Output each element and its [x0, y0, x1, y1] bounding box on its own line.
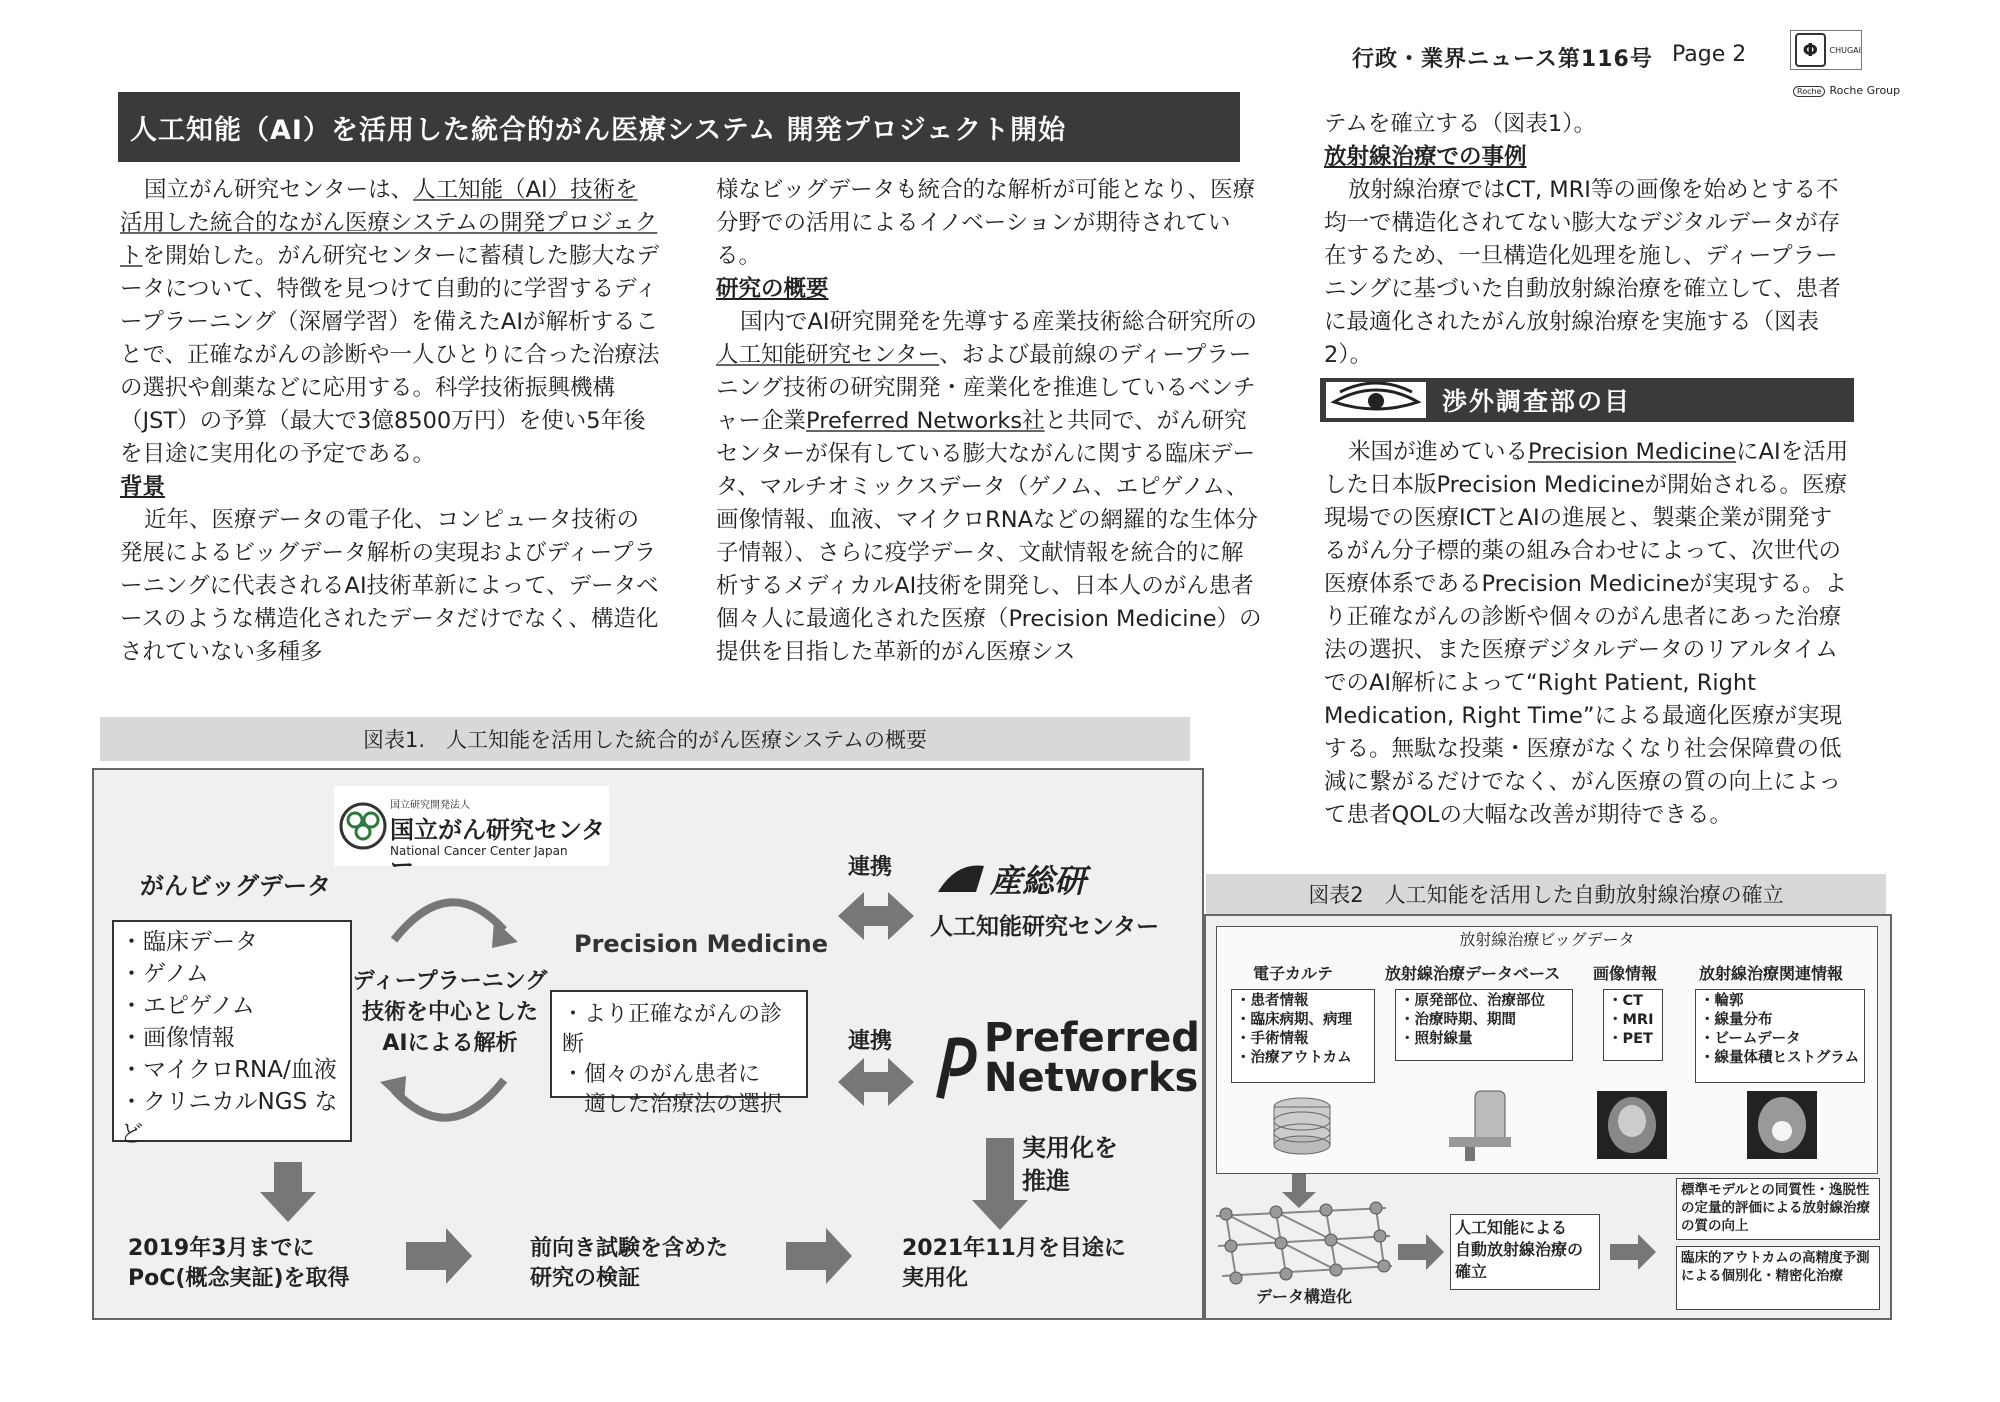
intro-rest: を開始した。がん研究センターに蓄積した膨大なデータについて、特徴を見つけて自動的に学習するディープラーニング（深層学習）を備えたAIが解析することで、正確ながんの診断や一人ひとりに合った治療法の選択や創薬などに応用する。科学技術振興機構（JST）の予算（最大で3億8500万円）を使い5年後を目途に実用化の予定である。	[120, 243, 660, 467]
list-item: ・治療時期、期間	[1400, 1012, 1516, 1028]
dl-line: AIによる解析	[382, 1031, 518, 1056]
step-line: 2019年3月までに	[128, 1236, 315, 1261]
background-heading: 背景	[120, 474, 166, 500]
list-item: ・マイクロRNA/血液	[120, 1057, 337, 1083]
step-practical-use	[902, 1234, 1126, 1294]
roche-group-text: Roche Group	[1829, 84, 1901, 97]
column-3	[1324, 108, 1854, 372]
figure2-caption: 図表2 人工知能を活用した自動放射線治療の確立	[1206, 874, 1886, 914]
eye-section-body	[1324, 436, 1854, 832]
article-title: 人工知能（AI）を活用した統合的がん医療システム 開発プロジェクト開始	[118, 92, 1240, 162]
ncc-small-label: 国立研究開発法人	[390, 800, 470, 811]
step-line: 実用化	[902, 1266, 969, 1291]
list-item: ・治療アウトカム	[1236, 1050, 1352, 1066]
col3-continuation: テムを確立する（図表1）。	[1324, 111, 1596, 137]
pfn-line: Preferred	[984, 1015, 1200, 1061]
eye-section-header	[1320, 378, 1854, 422]
radiotherapy-text: 放射線治療ではCT, MRI等の画像を始めとする不均一で構造化されてない膨大なデジタルデータが存在するため、一旦構造化処理を施し、ディープラーニングに基づいた自動放射線治療を確立して、患者に最適化されたがん放射線治療を実施する（図表2）。	[1324, 177, 1841, 368]
ai-line: 人工知能による	[1455, 1218, 1568, 1237]
pfn-line: Networks	[984, 1055, 1199, 1101]
pfn-logo-text	[984, 1015, 1200, 1101]
overview-a: 国内でAI研究開発を先導する産業技術総合研究所の	[740, 309, 1258, 335]
column-2	[716, 174, 1264, 669]
list-item: ・線量分布	[1700, 1012, 1773, 1028]
ncc-name-jp: 国立がん研究センター	[390, 816, 606, 879]
list-item: ・線量体積ヒストグラム	[1700, 1050, 1860, 1066]
ncc-logo-icon	[338, 796, 388, 856]
dl-line: ディープラーニング	[352, 969, 548, 994]
list-item: ・ゲノム	[120, 961, 209, 987]
eye-section-label: 渉外調査部の目	[1442, 387, 1632, 416]
ai-line: 確立	[1455, 1262, 1488, 1281]
eye-b: にAIを活用した日本版Precision Medicineが開始される。医療現場での医療ICTとAIの進展と、製薬企業が開発するがん分子標的薬の組み合わせによって、次世代の医療体系であるPrecision Medicineが実現する。より正確ながんの診断や個々のがん患者にあった治療法の選択、また医療デジタルデータのリアルタイムでのAI解析によって“Right Patient, Right Medication, Right Time”による最適化医療が実現する。無駄な投薬・医療がなくなり社会保障費の低減に繋がるだけでなく、がん医療の質の向上によって患者QOLの大幅な改善が期待できる。	[1324, 439, 1849, 828]
chugai-logo-icon: Φ	[1795, 33, 1826, 67]
list-item: ・臨床病期、病理	[1236, 1012, 1352, 1028]
column-1	[120, 174, 660, 669]
list-item: ・より正確ながんの診断	[562, 1002, 783, 1057]
category-title: 放射線治療データベース	[1385, 964, 1561, 983]
list-item: ・臨床データ	[120, 929, 258, 955]
overview-b: 、および最前線のディープラーニング技術の研究開発・産業化を推進しているベンチャー企業	[716, 342, 1256, 434]
big-data-title: がんビッグデータ	[140, 872, 332, 900]
step-poc	[128, 1234, 350, 1294]
list-item: ・患者情報	[1236, 993, 1309, 1009]
auto-radiotherapy-box	[1450, 1214, 1600, 1290]
page-number: Page 2	[1672, 42, 1747, 67]
list-item: ・エピゲノム	[120, 993, 255, 1019]
list-item: ・原発部位、治療部位	[1400, 993, 1545, 1009]
list-item: ・画像情報	[120, 1025, 235, 1051]
list-item: ・手術情報	[1236, 1031, 1309, 1047]
dl-line: 技術を中心とした	[361, 1000, 538, 1025]
push-line: 実用化を	[1022, 1134, 1118, 1162]
partnership-label: 連携	[848, 855, 893, 880]
col2-continuation: 様なビッグデータも統合的な解析が可能となり、医療分野での活用によるイノベーションが期待されている。	[716, 177, 1256, 269]
partnership-label: 連携	[848, 1029, 893, 1054]
result-quality-box: 標準モデルとの同質性・逸脱性の定量的評価による放射線治療の質の向上	[1676, 1178, 1880, 1240]
big-data-list	[112, 920, 352, 1147]
ai-center-link[interactable]: 人工知能研究センター	[716, 342, 940, 368]
step-line: 前向き試験を含めた	[530, 1236, 729, 1261]
list-item: ・MRI	[1608, 1012, 1654, 1028]
chugai-logo-text: CHUGAI	[1829, 45, 1861, 55]
list-item: ・照射線量	[1400, 1031, 1473, 1047]
list-item: ・CT	[1608, 993, 1644, 1009]
deep-learning-label	[350, 966, 550, 1059]
pfn-link[interactable]: Preferred Networks社	[806, 408, 1045, 434]
list-item: ・PET	[1608, 1031, 1653, 1047]
step-line: 研究の検証	[530, 1266, 641, 1291]
list-item: ・ビームデータ	[1700, 1031, 1801, 1047]
precision-medicine-title: Precision Medicine	[574, 930, 828, 958]
push-line: 推進	[1022, 1167, 1070, 1195]
ai-line: 自動放射線治療の	[1455, 1240, 1584, 1259]
eye-icon	[1326, 382, 1426, 418]
roche-group	[1793, 84, 1900, 97]
aist-logo-text: 産総研	[990, 862, 1087, 900]
overview-heading: 研究の概要	[716, 276, 829, 302]
radiotherapy-heading: 放射線治療での事例	[1324, 144, 1527, 170]
chugai-logo	[1790, 30, 1862, 70]
precision-medicine-link[interactable]: Precision Medicine	[1528, 439, 1737, 465]
result-precision-box: 臨床的アウトカムの高精度予測による個別化・精密化治療	[1676, 1246, 1880, 1310]
overview-c: と共同で、がん研究センターが保有している膨大ながんに関する臨床データ、マルチオミックスデータ（ゲノム、エピゲノム、画像情報、血液、マイクロRNAなどの網羅的な生体分子情報）、さらに疫学データ、文献情報を統合的に解析するメディカルAI技術を開発し、日本人のがん患者個々人に最適化された医療（Precision Medicine）の提供を目指した革新的がん医療シス	[716, 408, 1262, 665]
list-item: ・クリニカルNGS など	[120, 1089, 338, 1147]
data-structuring-label: データ構造化	[1256, 1287, 1353, 1306]
figure2	[1204, 914, 1892, 1320]
figure1-caption: 図表1. 人工知能を活用した統合的がん医療システムの概要	[100, 717, 1190, 761]
step-verification	[530, 1234, 728, 1294]
list-item: ・輪郭	[1700, 993, 1744, 1009]
precision-medicine-box	[550, 990, 808, 1117]
aist-center-label: 人工知能研究センター	[930, 914, 1160, 940]
push-practical-label	[1022, 1132, 1118, 1198]
pfn-logo-icon	[930, 1032, 980, 1102]
ncc-logo	[334, 786, 609, 879]
eye-a: 米国が進めている	[1348, 439, 1529, 465]
list-item: 適した治療法の選択	[562, 1092, 783, 1117]
category-title: 放射線治療関連情報	[1699, 964, 1844, 983]
aist-logo-icon	[936, 862, 986, 896]
step-line: 2021年11月を目途に	[902, 1236, 1126, 1261]
figure1	[92, 768, 1204, 1320]
category-title: 画像情報	[1593, 964, 1658, 983]
issue-title: 行政・業界ニュース第116号	[1352, 47, 1653, 72]
project-link[interactable]: 人工知能（AI）技術を活用した統合的ながん医療システムの開発プロジェクト	[120, 177, 658, 269]
list-item: ・個々のがん患者に	[562, 1062, 761, 1087]
intro-lead: 国立がん研究センターは、	[144, 177, 414, 203]
rt-bigdata-title: 放射線治療ビッグデータ	[1459, 930, 1635, 949]
ncc-name-en: National Cancer Center Japan	[390, 844, 568, 858]
category-title: 電子カルテ	[1253, 964, 1334, 983]
roche-hex-icon: Roche	[1793, 86, 1825, 97]
step-line: PoC(概念実証)を取得	[128, 1266, 350, 1291]
background-text: 近年、医療データの電子化、コンピュータ技術の発展によるビッグデータ解析の実現およびディープラーニングに代表されるAI技術革新によって、データベースのような構造化されたデータだけでなく、構造化されていない多種多	[120, 507, 659, 665]
